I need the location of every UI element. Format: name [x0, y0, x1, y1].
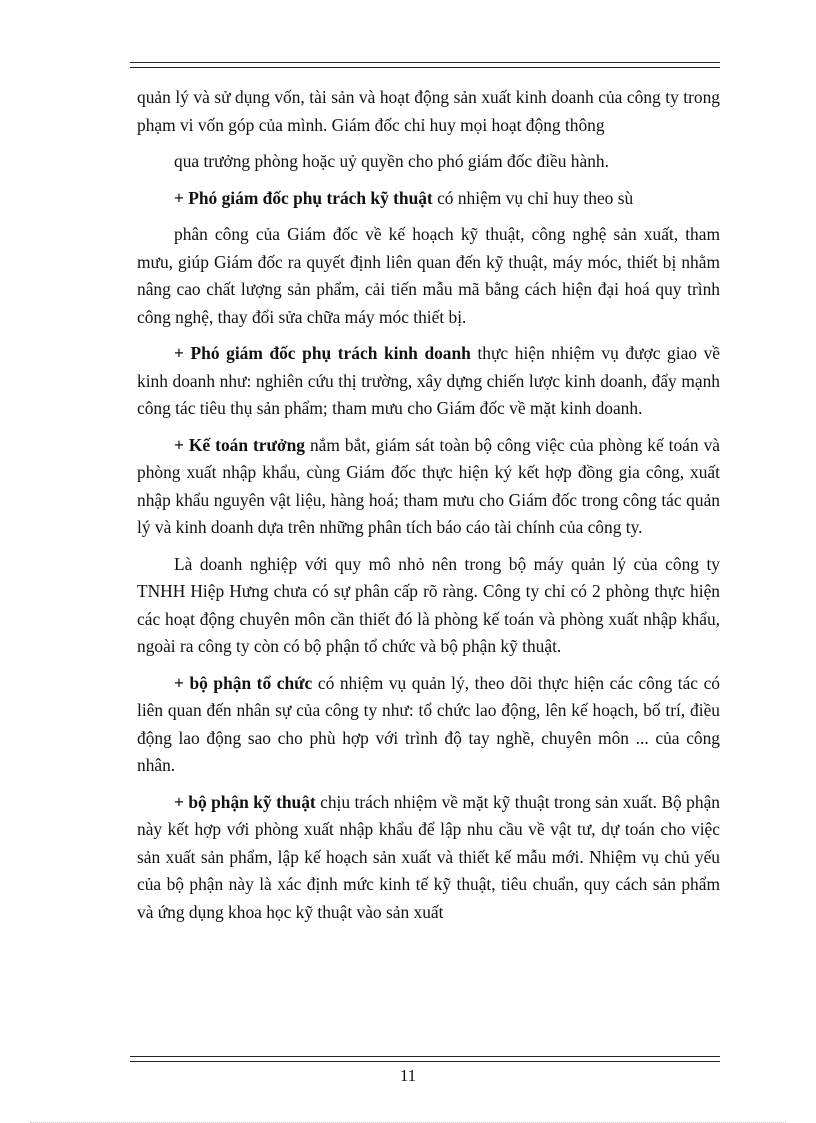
paragraph-text: quản lý và sử dụng vốn, tài sản và hoạt động sản xuất kinh doanh của công ty trong phạm vi vốn góp của mình. Giám đốc chỉ huy mọi hoạt động thông [137, 87, 720, 135]
paragraph-heading: + bộ phận kỹ thuật [174, 791, 316, 812]
paragraph-heading: + Kế toán trưởng [174, 434, 305, 455]
paragraph-company-structure [137, 551, 720, 661]
paragraph-text: chịu trách nhiệm về mặt kỹ thuật trong sản xuất. Bộ phận này kết hợp với phòng xuất nhập khẩu để lập nhu cầu về vật tư, dự toán cho việc sản xuất sản phẩm, lập kế hoạch sản xuất và thiết kế mẫu mới. Nhiệm vụ chủ yếu của bộ phận này là xác định mức kinh tế kỹ thuật, tiêu chuẩn, quy cách sản phẩm và ứng dụng khoa học kỹ thuật vào sản xuất [137, 791, 720, 922]
paragraph-continuation-2 [137, 148, 720, 176]
paragraph-heading: + Phó giám đốc phụ trách kinh doanh [174, 343, 471, 363]
paragraph-text: nắm bắt, giám sát toàn bộ công việc của phòng kế toán và phòng xuất nhập khẩu, cùng Giám đốc thực hiện ký kết hợp đồng gia công, xuất nhập khẩu nguyên vật liệu, hàng hoá; tham mưu cho Giám đốc trong công tác quản lý và kinh doanh dựa trên những phân tích báo cáo tài chính của công ty. [137, 434, 721, 537]
paragraph-deputy-technical-cont [137, 221, 720, 331]
paragraph-organization-dept [137, 670, 720, 780]
paragraph-technical-dept [137, 789, 720, 927]
paragraph-text: có nhiệm vụ quản lý, theo dõi thực hiện các công tác có liên quan đến nhân sự của công ty như: tổ chức lao động, lên kế hoạch, bố trí, điều động lao động sao cho phù hợp với trình độ tay nghề, chuyên môn ... của công nhân. [137, 672, 720, 775]
paragraph-text: có nhiệm vụ chỉ huy theo sù [432, 187, 634, 208]
header-double-rule [130, 62, 720, 68]
paragraph-text: Là doanh nghiệp với quy mô nhỏ nên trong bộ máy quản lý của công ty TNHH Hiệp Hưng chưa có sự phân cấp rõ ràng. Công ty chỉ có 2 phòng thực hiện các hoạt động chuyên môn cần thiết đó là phòng kế toán và phòng xuất nhập khẩu, ngoài ra công ty còn có bộ phận tổ chức và bộ phận kỹ thuật. [137, 553, 720, 656]
paragraph-heading: + Phó giám đốc phụ trách kỹ thuật [174, 187, 433, 208]
paragraph-text: thực hiện nhiệm vụ được giao về kinh doanh như: nghiên cứu thị trường, xây dựng chiến lược kinh doanh, đẩy mạnh công tác tiêu thụ sản phẩm; tham mưu cho Giám đốc về mặt kinh doanh. [137, 343, 721, 418]
paragraph-deputy-business [137, 340, 720, 423]
paragraph-chief-accountant [137, 432, 720, 542]
paragraph-heading: + bộ phận tổ chức [174, 672, 313, 693]
page-number: 11 [399, 1066, 417, 1085]
paragraph-text: qua trưởng phòng hoặc uỷ quyền cho phó giám đốc điều hành. [174, 151, 609, 171]
paragraph-text: phân công của Giám đốc về kế hoạch kỹ thuật, công nghệ sản xuất, tham mưu, giúp Giám đốc ra quyết định liên quan đến kỹ thuật, máy móc, thiết bị nhằm nâng cao chất lượng sản phẩm, cải tiến mẫu mã bằng cách hiện đại hoá quy trình công nghệ, thay đổi sửa chữa máy móc thiết bị. [137, 224, 720, 327]
paragraph-deputy-technical [137, 185, 720, 213]
footer-double-rule [130, 1056, 720, 1062]
paragraph-continuation [137, 84, 720, 139]
page-body [137, 84, 720, 926]
